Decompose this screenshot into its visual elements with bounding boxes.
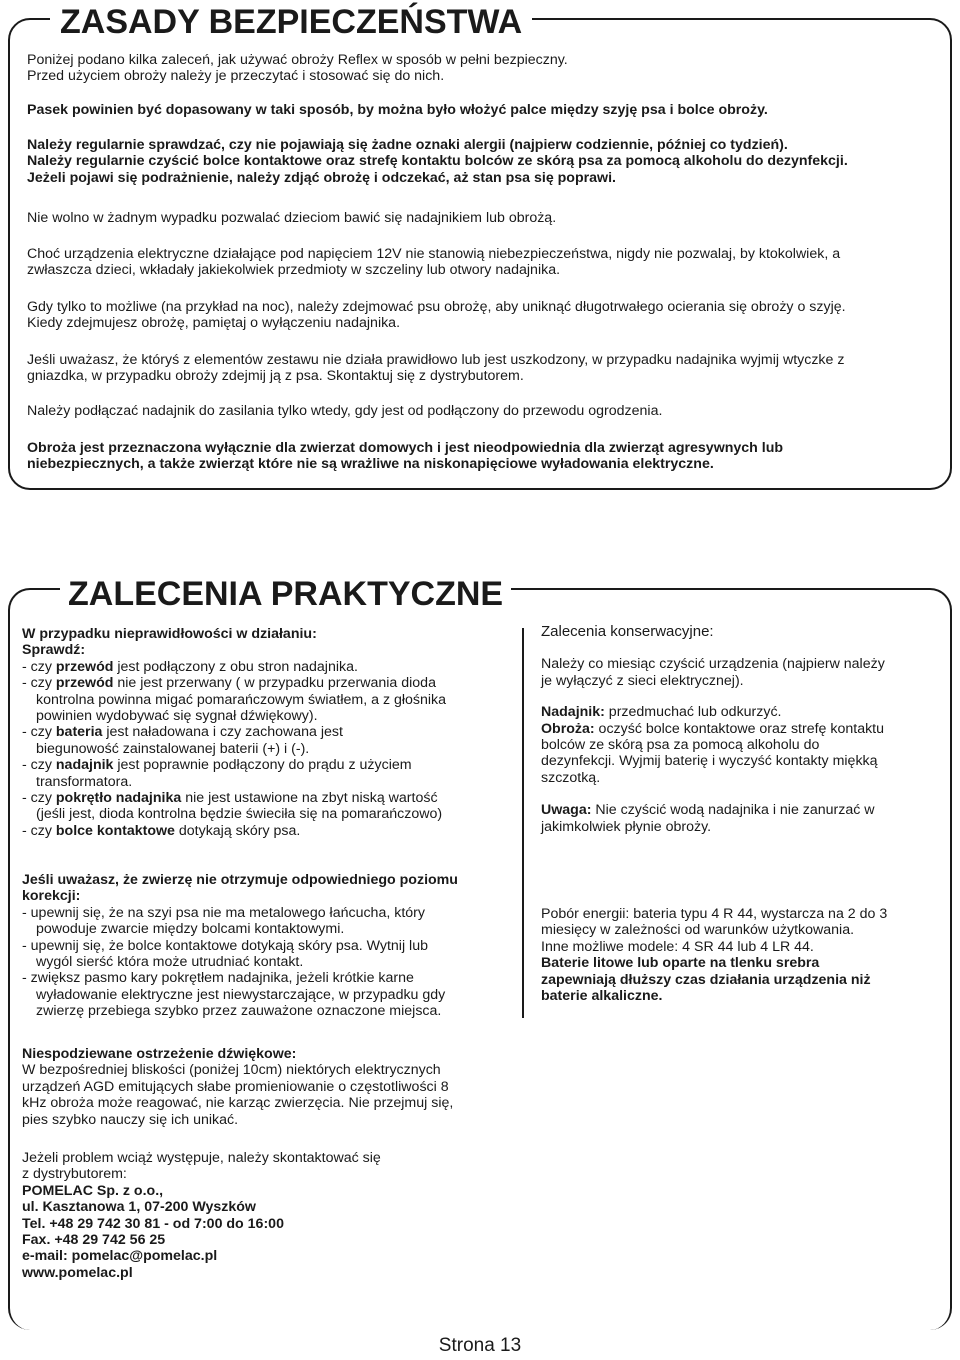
text-line: kHz obroża może reagować, nie karząc zwierzęcia. Nie przejmuj się,: [22, 1095, 454, 1112]
malfunction-item: [22, 823, 517, 839]
item-prefix: - czy: [22, 658, 56, 675]
company-fax: Fax. +48 29 742 56 25: [22, 1232, 166, 1249]
text-line: Baterie litowe lub oparte na tlenku srebra: [541, 955, 820, 972]
safety-strap-fit: Pasek powinien być dopasowany w taki sposób, by można było włożyć palce między szyję psa i bolce obroży.: [27, 102, 768, 118]
item-continuation: (jeśli jest, dioda kontrolna będzie świeciła się na pomarańczowo): [36, 806, 443, 823]
item-continuation: wyładowanie elektryczne jest niewystarczające, w przypadku gdy: [36, 986, 446, 1003]
warning-heading: Niespodziewane ostrzeżenie dźwiękowe:: [22, 1046, 297, 1062]
malfunction-item: [22, 675, 517, 691]
text-line: Przed użyciem obroży należy je przeczytać i stosować się do nich.: [27, 68, 445, 85]
text-line: Gdy tylko to możliwe (na przykład na noc), należy zdejmować psu obrożę, aby uniknąć długotrwałego ocierania się obroży o szyję.: [27, 299, 846, 315]
item-continuation: powoduje zwarcie między bolcami kontaktowymi.: [36, 921, 345, 938]
company-website: www.pomelac.pl: [22, 1264, 133, 1281]
item-keyword: bolce kontaktowe: [55, 822, 175, 839]
text-line: szczotką.: [541, 769, 601, 786]
item-keyword: przewód: [55, 675, 114, 692]
text-line: niebezpiecznych, a także zwierząt które nie są wrażliwe na niskonapięciowe wyładowania elektryczne.: [27, 456, 714, 473]
text-line: gniazdka, w przypadku obroży zdejmij ją z psa. Skontaktuj się z dystrybutorem.: [27, 368, 524, 385]
item-prefix: - czy: [22, 757, 56, 774]
safety-power: Należy podłączać nadajnik do zasilania tylko wtedy, gdy jest od podłączony do przewodu ogrodzenia.: [27, 403, 663, 419]
correction-section: [22, 872, 517, 1020]
maintenance-heading: Zalecenia konserwacyjne:: [541, 623, 714, 640]
correction-heading: Jeśli uważasz, że zwierzę nie otrzymuje odpowiedniego poziomu: [22, 872, 458, 888]
obroza-text: oczyść bolce kontaktowe oraz strefę kontaktu: [594, 720, 885, 737]
item-keyword: pokrętło nadajnika: [55, 790, 182, 807]
malfunction-section: [22, 626, 517, 839]
company-phone: Tel. +48 29 742 30 81 - od 7:00 do 16:00: [22, 1215, 284, 1232]
item-continuation: biegunowość zainstalowanej baterii (+) i (-).: [36, 740, 310, 757]
text-line: Należy co miesiąc czyścić urządzenia (najpierw należy: [541, 656, 885, 673]
safety-intro: [27, 52, 937, 85]
item-continuation: powinien wydobywać się sygnał dźwiękowy).: [36, 708, 318, 725]
text-line: Kiedy zdejmujesz obrożę, pamiętaj o wyłączeniu nadajnika.: [27, 315, 401, 332]
text-line: Należy regularnie czyścić bolce kontaktowe oraz strefę kontaktu bolców ze skórą psa za pomocą alkoholu do dezynfekcji.: [27, 153, 848, 170]
page-number: Strona 13: [438, 1335, 522, 1356]
item-text: nie jest przerwany ( w przypadku przerwania dioda: [113, 675, 436, 692]
item-prefix: - czy: [22, 675, 56, 692]
item-keyword: nadajnik: [55, 757, 114, 774]
item-prefix: - czy: [22, 822, 56, 839]
practical-title: ZALECENIA PRAKTYCZNE: [60, 572, 511, 616]
malfunction-item: [22, 659, 517, 675]
text-line: baterie alkaliczne.: [541, 988, 663, 1005]
malfunction-item: [22, 724, 517, 740]
text-line: zwłaszcza dzieci, wkładały jakiekolwiek przedmioty w szczeliny lub otwory nadajnika.: [27, 262, 561, 279]
item-keyword: przewód: [55, 658, 114, 675]
correction-list: [22, 905, 517, 1020]
contact-section: [22, 1150, 517, 1281]
company-address: ul. Kasztanowa 1, 07-200 Wyszków: [22, 1199, 256, 1216]
text-line: z dystrybutorem:: [22, 1166, 127, 1183]
item-text: jest naładowana i czy zachowana jest: [102, 724, 343, 741]
text-line: pies szybko nauczy się ich unikać.: [22, 1111, 239, 1128]
safety-children: Nie wolno w żadnym wypadku pozwalać dzieciom bawić się nadajnikiem lub obrożą.: [27, 210, 557, 226]
nadajnik-label: Nadajnik:: [541, 704, 605, 721]
item-text: jest podłączony z obu stron nadajnika.: [113, 658, 358, 675]
text-line: Inne możliwe modele: 4 SR 44 lub 4 LR 44.: [541, 938, 814, 955]
uwaga-label: Uwaga:: [541, 802, 592, 819]
maintenance-section: [541, 624, 941, 835]
correction-item: - upewnij się, że bolce kontaktowe dotykają skóry psa. Wytnij lub: [22, 937, 428, 954]
nadajnik-text: przedmuchać lub odkurzyć.: [604, 704, 782, 721]
text-line: Jeśli uważasz, że któryś z elementów zestawu nie działa prawidłowo lub jest uszkodzony, w przypadku nadajnika wyjmij wtyczke z: [27, 352, 845, 368]
text-line: urządzeń AGD emitujących słabe promieniowanie o częstotliwości 8: [22, 1078, 449, 1095]
text-line: jakimkolwiek płynie obroży.: [541, 818, 712, 835]
item-continuation: transformatora.: [36, 773, 133, 790]
correction-item: - upewnij się, że na szyi psa nie ma metalowego łańcucha, który: [22, 904, 425, 921]
correction-item: - zwiększ pasmo kary pokrętłem nadajnika, jeżeli krótkie karne: [22, 970, 414, 987]
malfunction-heading: W przypadku nieprawidłowości w działaniu:: [22, 626, 317, 642]
warning-section: [22, 1046, 517, 1128]
correction-heading-cont: korekcji:: [22, 888, 81, 905]
company-name: POMELAC Sp. z o.o.,: [22, 1182, 164, 1199]
text-line: Obroża jest przeznaczona wyłącznie dla zwierzat domowych i jest nieodpowiednia dla zwierząt agresywnych lub: [27, 440, 784, 456]
malfunction-item: [22, 757, 517, 773]
column-divider: [522, 628, 524, 1018]
text-line: zapewniają dłuższy czas działania urządzenia niż: [541, 971, 871, 988]
item-prefix: - czy: [22, 724, 56, 741]
text-line: miesięcy w zależności od warunków użytkowania.: [541, 922, 855, 939]
item-text: nie jest ustawione na zbyt niską wartość: [181, 790, 438, 807]
safety-voltage: [27, 246, 937, 279]
item-text: jest poprawnie podłączony do prądu z użyciem: [113, 757, 412, 774]
malfunction-item: [22, 790, 517, 806]
check-label: Sprawdź:: [22, 642, 86, 659]
text-line: Jeżeli problem wciąż występuje, należy skontaktować się: [22, 1150, 381, 1166]
safety-purpose: [27, 440, 937, 473]
text-line: W bezpośredniej bliskości (poniżej 10cm) niektórych elektrycznych: [22, 1062, 441, 1079]
safety-damage: [27, 352, 937, 385]
text-line: dezynfekcji. Wyjmij baterię i wyczyść kontakty miękką: [541, 753, 878, 770]
item-prefix: - czy: [22, 790, 56, 807]
uwaga-text: Nie czyścić wodą nadajnika i nie zanurzać w: [591, 802, 875, 819]
item-keyword: bateria: [55, 724, 103, 741]
text-line: Poniżej podano kilka zaleceń, jak używać obroży Reflex w sposób w pełni bezpieczny.: [27, 52, 568, 68]
text-line: Należy regularnie sprawdzać, czy nie pojawiają się żadne oznaki alergii (najpierw codziennie, później co tydzień).: [27, 137, 788, 153]
item-continuation: zwierzę przebiega szybko przez zauważone oznaczone miejsca.: [36, 1003, 442, 1020]
safety-allergy: [27, 137, 937, 186]
obroza-label: Obroża:: [541, 720, 595, 737]
text-line: Jeżeli pojawi się podrażnienie, należy zdjąć obrożę i odczekać, aż stan psa się poprawi.: [27, 169, 616, 186]
item-continuation: wygól sierść która może utrudniać kontakt.: [36, 954, 304, 971]
malfunction-list: [22, 659, 517, 839]
safety-night: [27, 299, 937, 332]
item-continuation: kontrolna powinna migać pomarańczowym światłem, a z głośnika: [36, 691, 447, 708]
power-section: [541, 906, 941, 1004]
text-line: Choć urządzenia elektryczne działające pod napięciem 12V nie stanowią niebezpieczeństwa, nigdy nie pozwalaj, by ktokolwiek, a: [27, 246, 841, 262]
safety-title: ZASADY BEZPIECZEŃSTWA: [50, 2, 532, 42]
text-line: Pobór energii: bateria typu 4 R 44, wystarcza na 2 do 3: [541, 906, 888, 922]
text-line: bolców ze skórą psa za pomocą alkoholu do: [541, 737, 820, 754]
text-line: je wyłączyć z sieci elektrycznej).: [541, 672, 744, 689]
item-text: dotykają skóry psa.: [174, 822, 301, 839]
company-email: e-mail: pomelac@pomelac.pl: [22, 1248, 218, 1265]
